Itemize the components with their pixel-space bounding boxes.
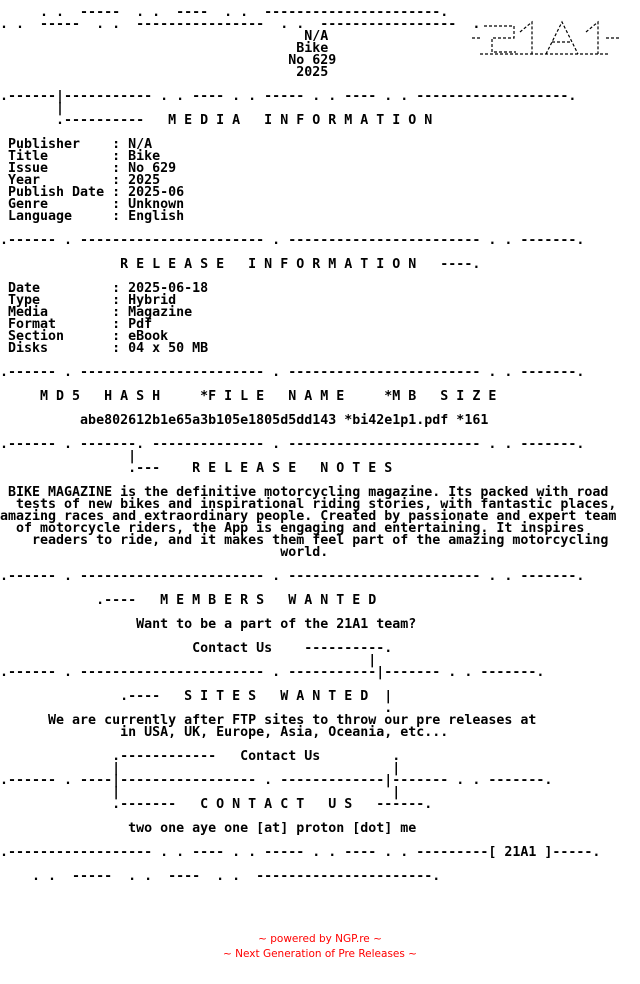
nfo-line: R E L E A S E I N F O R M A T I O N ----. [0, 257, 481, 272]
nfo-line: Format : Pdf [0, 317, 153, 332]
nfo-line: . . ----- . . ---- . . ----------------------. [0, 5, 449, 20]
nfo-text-block [0, 7, 616, 883]
nfo-line: . . ----- . . ---- . . ----------------------. [0, 869, 441, 884]
nfo-line: BIKE MAGAZINE is the definitive motorcycling magazine. Its packed with road [0, 485, 609, 500]
nfo-line: | [0, 653, 377, 668]
nfo-line: | | [0, 785, 401, 800]
nfo-line: Year : 2025 [0, 173, 161, 188]
nfo-line: Want to be a part of the 21A1 team? [0, 617, 417, 632]
nfo-line: Date : 2025-06-18 [0, 281, 209, 296]
footer-tagline: ~ Next Generation of Pre Releases ~ [223, 948, 417, 960]
nfo-line: No 629 [0, 53, 337, 68]
nfo-line: Title : Bike [0, 149, 161, 164]
nfo-line: Genre : Unknown [0, 197, 185, 212]
nfo-line: amazing races and extraordinary people. Created by passionate and expert team [0, 509, 617, 524]
nfo-line: Section : eBook [0, 329, 169, 344]
nfo-line: .------------------ . . ---- . . ----- . . ---- . . ---------[ 21A1 ]-----. [0, 845, 601, 860]
nfo-line: .---- M E M B E R S W A N T E D [0, 593, 377, 608]
nfo-line: Publish Date : 2025-06 [0, 185, 185, 200]
nfo-line: Disks : 04 x 50 MB [0, 341, 209, 356]
nfo-line: abe802612b1e65a3b105e1805d5dd143 *bi42e1p1.pdf *161 [0, 413, 489, 428]
nfo-line: | [0, 449, 137, 464]
nfo-line: We are currently after FTP sites to throw our pre releases at [0, 713, 537, 728]
21a1-ascii-logo [470, 18, 630, 60]
nfo-line: Bike [0, 41, 329, 56]
nfo-line: | [0, 101, 65, 116]
nfo-line: N/A [0, 29, 329, 44]
nfo-line: tests of new bikes and inspirational riding stories, with fantastic places, [0, 497, 617, 512]
nfo-line: .------ . ----------------------- . ------------------------ . . -------. [0, 569, 585, 584]
nfo-line: .------ . ----------------------- . ------------------------ . . -------. [0, 233, 585, 248]
nfo-line: .---------- M E D I A I N F O R M A T I O N [0, 113, 433, 128]
nfo-line: .------ . ----------------------- . -----------|------- . . -------. [0, 665, 545, 680]
nfo-line: Issue : No 629 [0, 161, 177, 176]
nfo-line: world. [0, 545, 329, 560]
nfo-line: in USA, UK, Europe, Asia, Oceania, etc... [0, 725, 449, 740]
nfo-line: .------ . -------. -------------- . ------------------------ . . -------. [0, 437, 585, 452]
nfo-line: M D 5 H A S H *F I L E N A M E *M B S I Z E [0, 389, 497, 404]
nfo-line: .------------ Contact Us . [0, 749, 401, 764]
nfo-line: Publisher : N/A [0, 137, 153, 152]
footer-powered-by: ~ powered by NGP.re ~ [258, 933, 382, 945]
nfo-line: . . ----- . . ---------------- . . ----------------- . [0, 17, 497, 32]
nfo-line: .------- C O N T A C T U S ------. [0, 797, 433, 812]
nfo-line: .------ . ----|----------------- . -------------|------- . . -------. [0, 773, 553, 788]
nfo-line: two one aye one [at] proton [dot] me [0, 821, 417, 836]
nfo-line: 2025 [0, 65, 329, 80]
nfo-line: of motorcycle riders, the App is engaging and entertaining. It inspires [0, 521, 585, 536]
nfo-line: Type : Hybrid [0, 293, 177, 308]
footer [0, 932, 640, 962]
nfo-line: readers to ride, and it makes them feel part of the amazing motorcycling [0, 533, 609, 548]
nfo-line: Language : English [0, 209, 185, 224]
nfo-line: .------|----------- . . ---- . . ----- . . ---- . . -------------------. [0, 89, 577, 104]
nfo-line: Contact Us ----------. [0, 641, 393, 656]
nfo-line: .--- R E L E A S E N O T E S [0, 461, 393, 476]
nfo-line: Media : Magazine [0, 305, 193, 320]
nfo-line: .------ . ----------------------- . ------------------------ . . -------. [0, 365, 585, 380]
nfo-line: .---- S I T E S W A N T E D | [0, 689, 393, 704]
nfo-line: | | [0, 761, 401, 776]
nfo-line: . [0, 701, 393, 716]
